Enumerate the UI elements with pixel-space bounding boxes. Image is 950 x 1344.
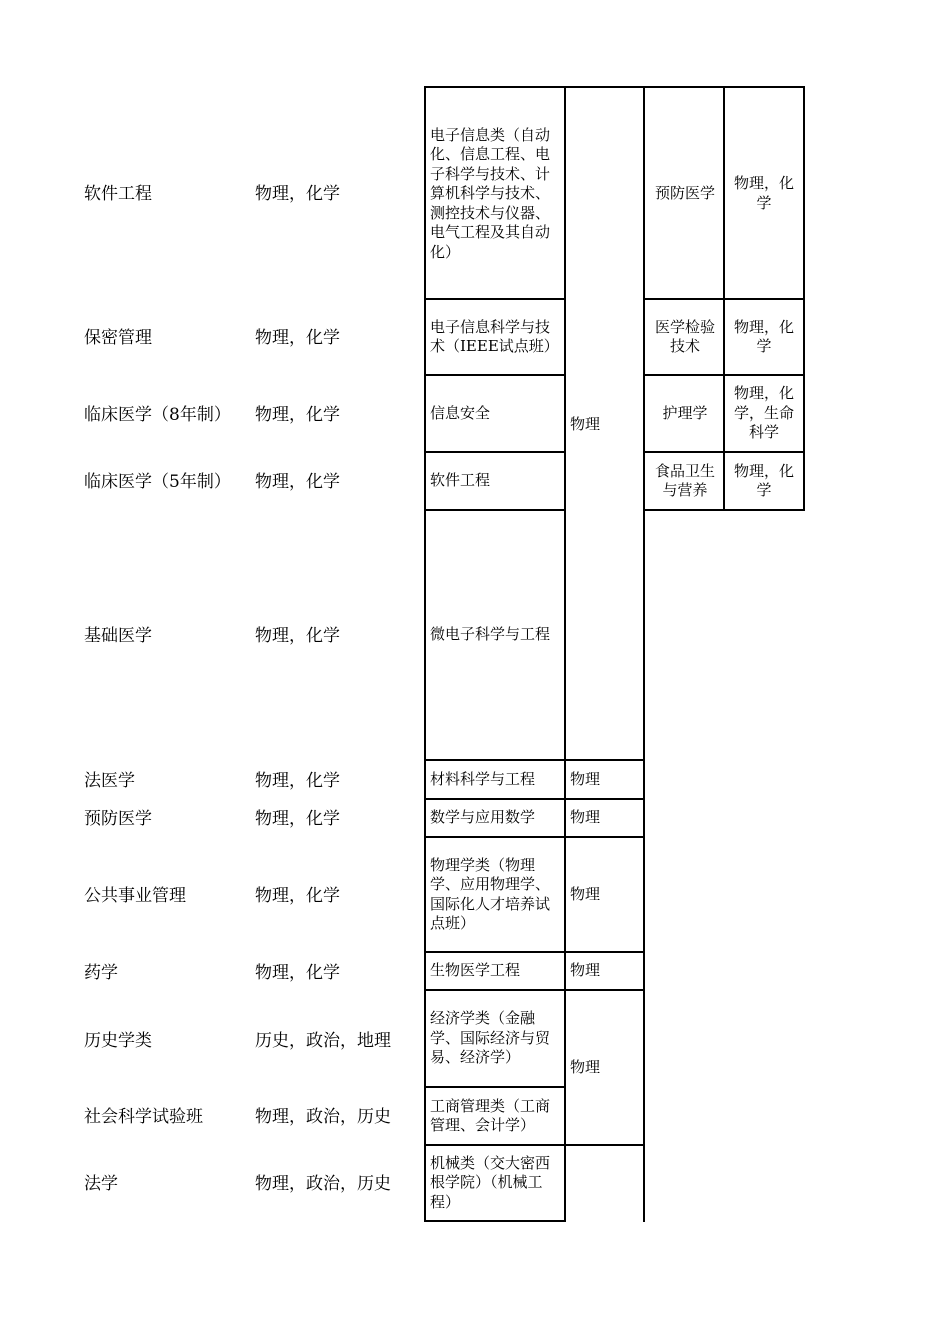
major-name: 基础医学 <box>84 626 152 646</box>
table-cell <box>647 89 723 299</box>
grid-line <box>424 86 426 1222</box>
subject-requirement: 物理，化学 <box>255 809 340 829</box>
grid-line <box>424 759 645 761</box>
subject-requirement: 物理，政治，历史 <box>255 1174 391 1194</box>
grid-line <box>643 509 805 511</box>
subject-requirement: 历史，政治，地理 <box>255 1031 391 1051</box>
table-cell <box>427 510 564 760</box>
major-name: 软件工程 <box>84 184 152 204</box>
major-name: 物理学类（物理学、应用物理学、国际化人才培养试点班） <box>430 855 551 932</box>
subject-requirement: 物理 <box>570 808 601 827</box>
table-cell <box>567 89 643 760</box>
major-name: 经济学类（金融学、国际经济与贸易、经济学） <box>430 1009 551 1067</box>
subject-requirement: 物理，化学 <box>255 328 340 348</box>
grid-line <box>643 86 645 1222</box>
major-name: 食品卫生与营养 <box>654 461 715 499</box>
grid-line <box>643 451 805 453</box>
table-cell <box>427 1087 564 1145</box>
major-name: 软件工程 <box>430 471 491 490</box>
major-name: 电子信息科学与技术（IEEE试点班） <box>430 317 559 355</box>
table-cell <box>427 837 564 952</box>
major-name: 法学 <box>84 1174 118 1194</box>
major-name: 临床医学（5年制） <box>84 472 231 492</box>
table-cell <box>427 760 564 799</box>
grid-line <box>424 951 645 953</box>
grid-line <box>424 374 566 376</box>
major-name: 微电子科学与工程 <box>430 625 551 644</box>
table-cell <box>427 799 564 837</box>
subject-requirement: 物理 <box>570 1057 601 1076</box>
table-cell <box>427 452 564 510</box>
subject-requirement: 物理，化学，生命科学 <box>733 384 794 442</box>
major-name: 公共事业管理 <box>84 886 186 906</box>
table-cell <box>567 1145 643 1221</box>
table-cell <box>647 452 723 510</box>
subject-requirement: 物理，化学 <box>255 886 340 906</box>
table-cell <box>567 952 643 990</box>
major-name: 医学检验技术 <box>654 317 715 355</box>
subject-requirement: 物理，化学 <box>255 771 340 791</box>
major-name: 生物医学工程 <box>430 961 521 980</box>
major-name: 工商管理类（工商管理、会计学） <box>430 1096 551 1134</box>
subject-requirement: 物理，化学 <box>733 317 794 355</box>
grid-line <box>643 298 805 300</box>
table-cell <box>427 990 564 1087</box>
grid-line <box>424 1220 566 1222</box>
subject-requirement: 物理，化学 <box>255 963 340 983</box>
table-cell <box>567 990 643 1145</box>
grid-line <box>424 798 645 800</box>
subject-requirement: 物理，政治，历史 <box>255 1107 391 1127</box>
major-name: 护理学 <box>662 403 708 422</box>
grid-line <box>424 989 645 991</box>
table-cell <box>427 299 564 375</box>
subject-requirement: 物理 <box>570 414 601 433</box>
table-cell <box>647 375 723 452</box>
table-cell <box>567 837 643 952</box>
major-name: 临床医学（8年制） <box>84 405 231 425</box>
table-cell <box>647 299 723 375</box>
table-cell <box>427 952 564 990</box>
major-name: 药学 <box>84 963 118 983</box>
major-name: 预防医学 <box>654 184 715 203</box>
major-name: 材料科学与工程 <box>430 769 536 788</box>
grid-line <box>424 298 566 300</box>
major-name: 保密管理 <box>84 328 152 348</box>
table-cell <box>427 375 564 452</box>
table-cell <box>725 89 803 299</box>
table-cell <box>725 299 803 375</box>
subject-requirement: 物理 <box>570 961 601 980</box>
table-cell <box>725 452 803 510</box>
major-name: 信息安全 <box>430 403 491 422</box>
major-name: 机械类（交大密西根学院）（机械工程） <box>430 1153 551 1211</box>
grid-line <box>424 1144 645 1146</box>
subject-requirement: 物理，化学 <box>255 184 340 204</box>
subject-requirement: 物理，化学 <box>255 405 340 425</box>
subject-requirement: 物理 <box>570 769 601 788</box>
subject-requirement: 物理，化学 <box>255 472 340 492</box>
grid-line <box>424 836 645 838</box>
major-name: 法医学 <box>84 771 135 791</box>
grid-line <box>643 374 805 376</box>
table-cell <box>427 1145 564 1221</box>
subject-requirement: 物理，化学 <box>255 626 340 646</box>
grid-line <box>564 86 566 1222</box>
grid-line <box>424 86 645 88</box>
subject-requirement: 物理，化学 <box>733 174 794 212</box>
major-name: 电子信息类（自动化、信息工程、电子科学与技术、计算机科学与技术、测控技术与仪器、电气工程及其自动化） <box>430 125 551 261</box>
table-cell <box>567 760 643 799</box>
grid-line <box>424 509 566 511</box>
grid-line <box>424 1086 566 1088</box>
grid-line <box>424 451 566 453</box>
subject-requirement: 物理，化学 <box>733 461 794 499</box>
major-name: 社会科学试验班 <box>84 1107 203 1127</box>
table-cell <box>725 375 803 452</box>
grid-line <box>643 86 805 88</box>
major-name: 数学与应用数学 <box>430 808 536 827</box>
table-cell <box>427 89 564 299</box>
major-name: 预防医学 <box>84 809 152 829</box>
table-cell <box>567 799 643 837</box>
subject-requirement: 物理 <box>570 884 601 903</box>
major-name: 历史学类 <box>84 1031 152 1051</box>
